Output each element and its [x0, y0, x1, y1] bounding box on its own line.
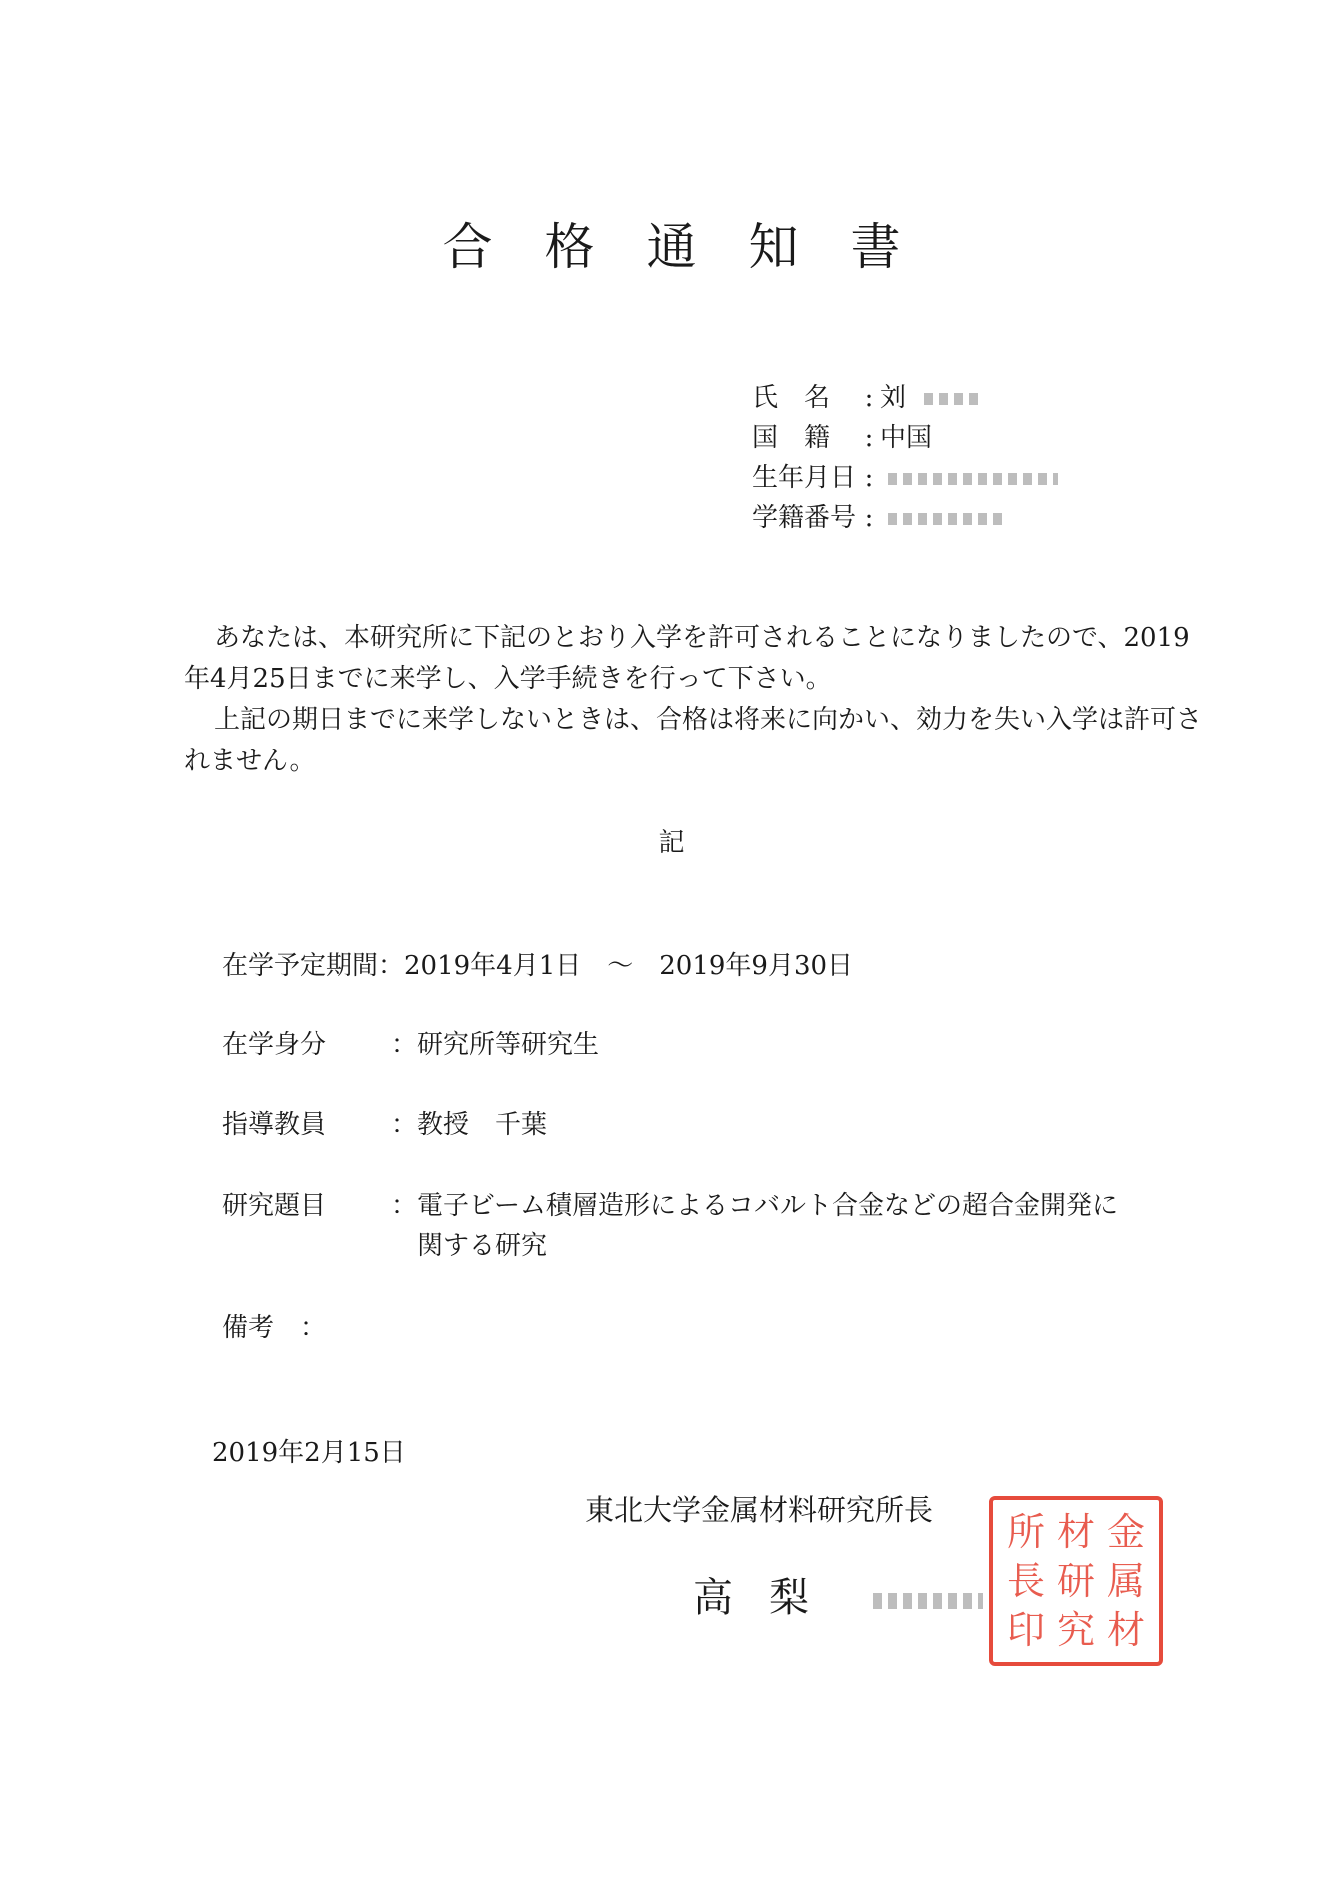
applicant-nationality-row: 国 籍 : 中国 — [752, 423, 933, 453]
seal-char: 金 — [1106, 1510, 1145, 1555]
period-value: ：2019年4月1日 〜 2019年9月30日 — [378, 951, 854, 981]
title-char: 格 — [544, 218, 595, 276]
issuer-title: 東北大学金属材料研究所長 — [585, 1493, 934, 1527]
seal-char: 所 — [1006, 1510, 1045, 1555]
seal-char: 長 — [1006, 1558, 1045, 1603]
applicant-name-label: 氏 名 — [752, 383, 831, 413]
seal-char: 属 — [1106, 1558, 1145, 1603]
title-char: 通 — [646, 218, 697, 276]
title-char: 書 — [850, 218, 901, 276]
redacted-signer-name — [873, 1593, 983, 1609]
applicant-student-no-label: 学籍番号 — [752, 503, 857, 533]
period-label: 在学予定期間 — [222, 951, 379, 981]
status-value-text: 研究所等研究生 — [417, 1030, 600, 1060]
seal-char: 研 — [1056, 1558, 1095, 1603]
topic-value-line-2: 関する研究 — [417, 1231, 548, 1261]
signer-name-text: 高梨 — [693, 1575, 845, 1621]
remarks-label: 備考 ： — [222, 1313, 327, 1343]
advisor-value: ：教授 千葉 — [391, 1110, 548, 1140]
applicant-birth-row: 生年月日 : — [752, 463, 1058, 493]
title-char: 合 — [442, 218, 493, 276]
remarks-label-text: 備考 — [222, 1313, 275, 1343]
seal-char: 材 — [1106, 1607, 1145, 1652]
applicant-student-no-row: 学籍番号 : — [752, 503, 1008, 533]
ki-heading: 記 — [658, 828, 685, 858]
status-label: 在学身分 — [222, 1030, 327, 1060]
redacted-student-no — [888, 513, 1008, 525]
document-title — [0, 218, 1343, 276]
signer-name — [693, 1566, 983, 1623]
official-seal-icon — [989, 1496, 1163, 1666]
period-value-text: 2019年4月1日 〜 2019年9月30日 — [404, 951, 854, 981]
seal-char: 究 — [1056, 1607, 1095, 1652]
body-paragraph-1: あなたは、本研究所に下記のとおり入学を許可されることになりましたので、2019年4月25日までに来学し、入学手続きを行って下さい。 — [184, 623, 1190, 694]
applicant-birth-label: 生年月日 — [752, 463, 857, 493]
applicant-name-row: 氏 名 : 刘 — [752, 383, 982, 413]
body-text — [184, 618, 1214, 782]
topic-value: ：電子ビーム積層造形によるコバルト合金などの超合金開発に 関する研究 — [391, 1186, 1118, 1266]
applicant-name-value: 刘 — [880, 383, 907, 413]
applicant-nationality-label: 国 籍 — [752, 423, 831, 453]
topic-label: 研究題目 — [222, 1191, 327, 1221]
redacted-name — [924, 393, 982, 405]
advisor-value-text: 教授 千葉 — [417, 1110, 548, 1140]
status-value: ：研究所等研究生 — [391, 1030, 600, 1060]
topic-value-line-1: 電子ビーム積層造形によるコバルト合金などの超合金開発に — [417, 1191, 1118, 1221]
seal-char: 印 — [1006, 1607, 1045, 1652]
issue-date: 2019年2月15日 — [212, 1438, 406, 1468]
body-paragraph-2: 上記の期日までに来学しないときは、合格は将来に向かい、効力を失い入学は許可されません。 — [184, 705, 1203, 776]
advisor-label: 指導教員 — [222, 1110, 327, 1140]
applicant-nationality-value: 中国 — [880, 423, 933, 453]
redacted-birthdate — [888, 473, 1058, 485]
title-char: 知 — [748, 218, 799, 276]
seal-char: 材 — [1056, 1510, 1095, 1555]
